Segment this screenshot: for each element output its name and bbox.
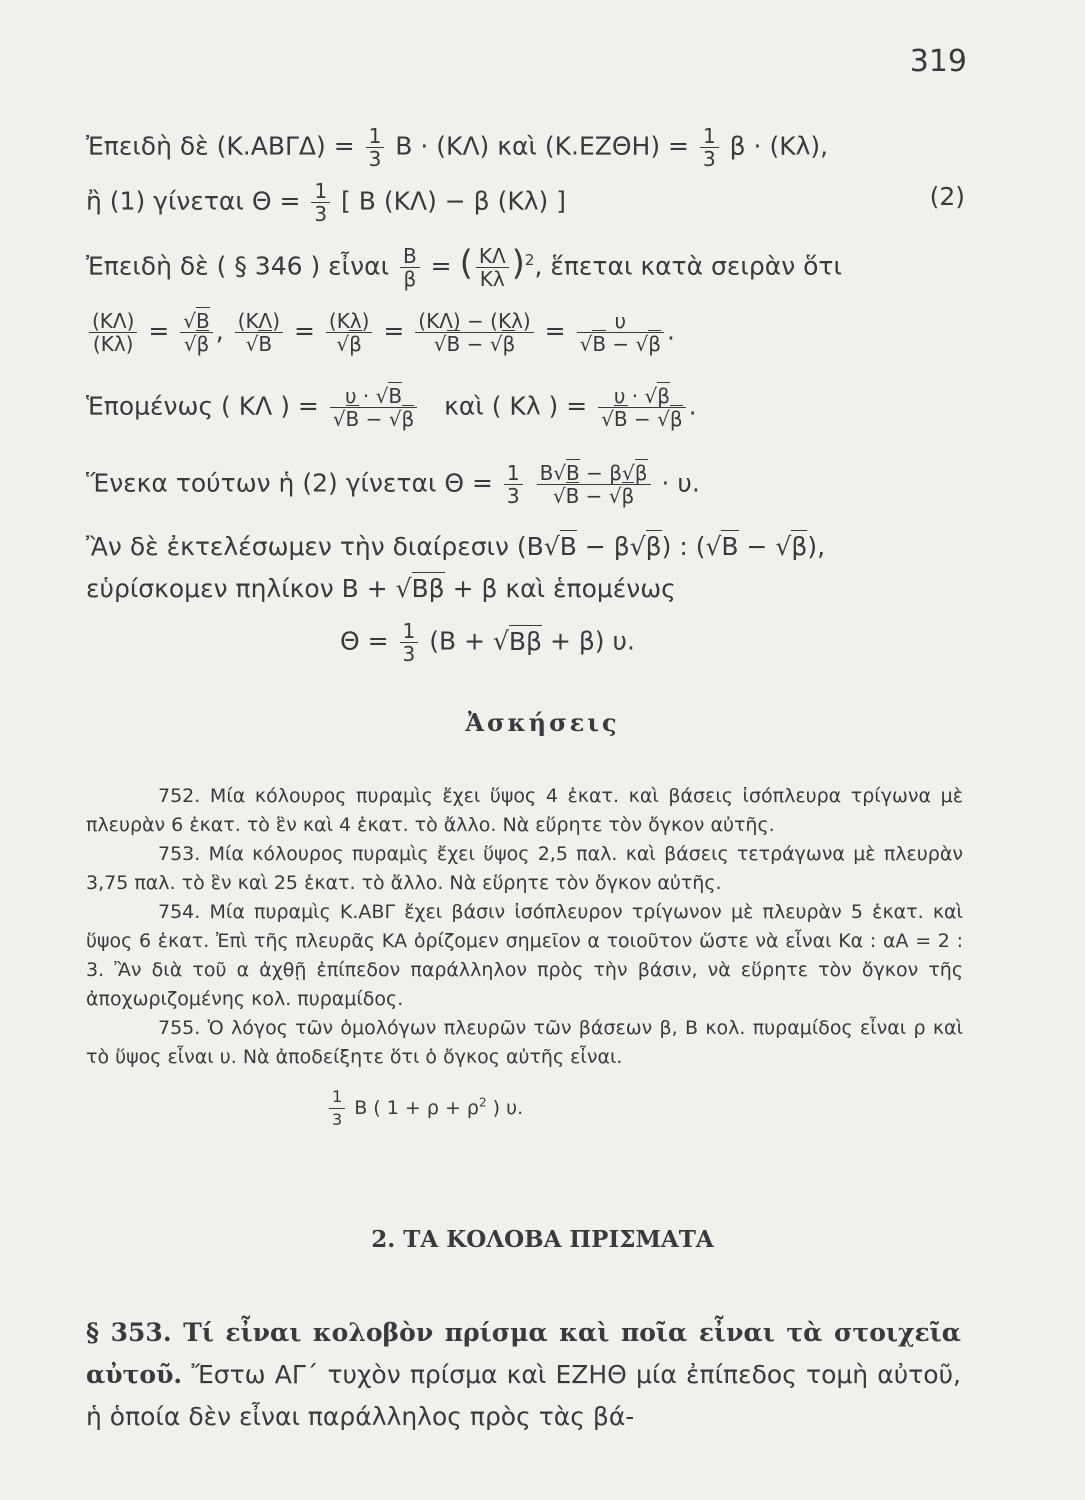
equation-line: Ἑπομένως ( ΚΛ ) = $\frac{\upsilon \cdot √B}{√B - √\beta}$ καὶ ( Κλ ) = $\frac{\upsilon \cdot √\beta}{√B - √\beta}$ .: [86, 384, 697, 431]
paragraph-body: Ἔστω ΑΓ΄ τυχὸν πρίσμα καὶ ΕΖΗΘ μία ἐπίπεδος τομὴ αὐτοῦ, ἡ ὁποία δὲν εἶναι παράλληλος πρὸς τὰς βά-: [86, 1360, 961, 1431]
equation-line: εὑρίσκομεν πηλίκον Β + √Ββ + β καὶ ἑπομένως: [86, 574, 676, 603]
equation-line: Ἕνεκα τούτων ἡ (2) γίνεται Θ = $\frac{1}{3}$ $\frac{B√B - \beta√\beta}{√B - √\beta}$ · υ.: [86, 461, 700, 508]
page-number: 319: [909, 44, 967, 79]
section-title: 2. ΤΑ ΚΟΛΟΒΑ ΠΡΙΣΜΑΤΑ: [371, 1226, 714, 1253]
exercise-753: 753. Μία κόλουρος πυραμὶς ἔχει ὕψος 2,5 παλ. καὶ βάσεις τετράγωνα μὲ πλευρὰν 3,75 παλ. τὸ ἓν καὶ 25 ἑκατ. τὸ ἄλλο. Νὰ εὕρητε τὸν ὄγκον αὐτῆς.: [86, 843, 963, 894]
paragraph-lead: § 353. Τί εἶναι κολοβὸν πρίσμα καὶ ποῖα εἶναι τὰ στοιχεῖα αὐτοῦ.: [86, 1318, 961, 1389]
exercise-754: 754. Μία πυραμὶς Κ.ΑΒΓ ἔχει βάσιν ἰσόπλευρον τρίγωνον μὲ πλευρὰν 5 ἑκατ. καὶ ὕψος 6 ἑκατ. Ἐπὶ τῆς πλευρᾶς ΚΑ ὁρίζομεν σημεῖον α τοιοῦτον ὥστε νὰ εἶναι Κα : αΑ = 2 : 3. Ἂν διὰ τοῦ α ἀχθῇ ἐπίπεδον παράλληλον πρὸς τὴν βάσιν, νὰ εὕρητε τὸν ὄγκον τῆς ἀποχωριζομένης κολ. πυραμίδος.: [86, 901, 963, 1010]
equation-line: Ἐπειδὴ δὲ ( § 346 ) εἶναι $\frac{B}{\beta}$ = ( $\frac{K\Lambda}{K\lambda}$ )$^2$, ἕπεται κατὰ σειρὰν ὅτι: [86, 243, 842, 291]
section-paragraph: [86, 1312, 961, 1438]
exercise-755: 755. Ὁ λόγος τῶν ὁμολόγων πλευρῶν τῶν βάσεων β, Β κολ. πυραμίδος εἶναι ρ καὶ τὸ ὕψος εἶναι υ. Νὰ ἀποδείξητε ὅτι ὁ ὄγκος αὐτῆς εἶναι.: [86, 1017, 963, 1068]
equation-line: Ἂν δὲ ἐκτελέσωμεν τὴν διαίρεσιν (Β√Β − β√β) : (√Β − √β),: [86, 532, 826, 561]
exercise-list: [86, 782, 963, 1131]
exercise-755-formula: $\frac{1}{3}$ Β ( $1 + \rho + \rho^2$ ) υ.: [86, 1072, 963, 1131]
equation-line: ἢ (1) γίνεται Θ = $\frac{1}{3}$ [ Β (ΚΛ) − β (Κλ) ] (2): [86, 179, 965, 226]
equation-line: Θ = $\frac{1}{3}$ (Β + √Ββ + β) υ.: [340, 619, 635, 666]
equation-line: $\frac{(K\Lambda)}{(K\lambda)}$ = $\frac{√B}{√\beta}$ , $\frac{(K\Lambda)}{√B}$ = $\frac{(K\lambda)}{√\beta}$ = $\frac{(K\Lambda) - (K\lambda)}{√B - √\beta}$ = $\frac{\upsilon}{√B - √\beta}$ .: [86, 310, 965, 355]
exercises-title: Ἀσκήσεις: [465, 708, 620, 737]
exercise-752: 752. Μία κόλουρος πυραμὶς ἔχει ὕψος 4 ἑκατ. καὶ βάσεις ἰσόπλευρα τρίγωνα μὲ πλευρὰν 6 ἑκατ. τὸ ἓν καὶ 4 ἑκατ. τὸ ἄλλο. Νὰ εὕρητε τὸν ὄγκον αὐτῆς.: [86, 785, 963, 836]
equation-line: Ἐπειδὴ δὲ (Κ.ΑΒΓΔ) = $\frac{1}{3}$ Β · (ΚΛ) καὶ (Κ.ΕΖΘΗ) = $\frac{1}{3}$ β · (Κλ),: [86, 124, 829, 171]
